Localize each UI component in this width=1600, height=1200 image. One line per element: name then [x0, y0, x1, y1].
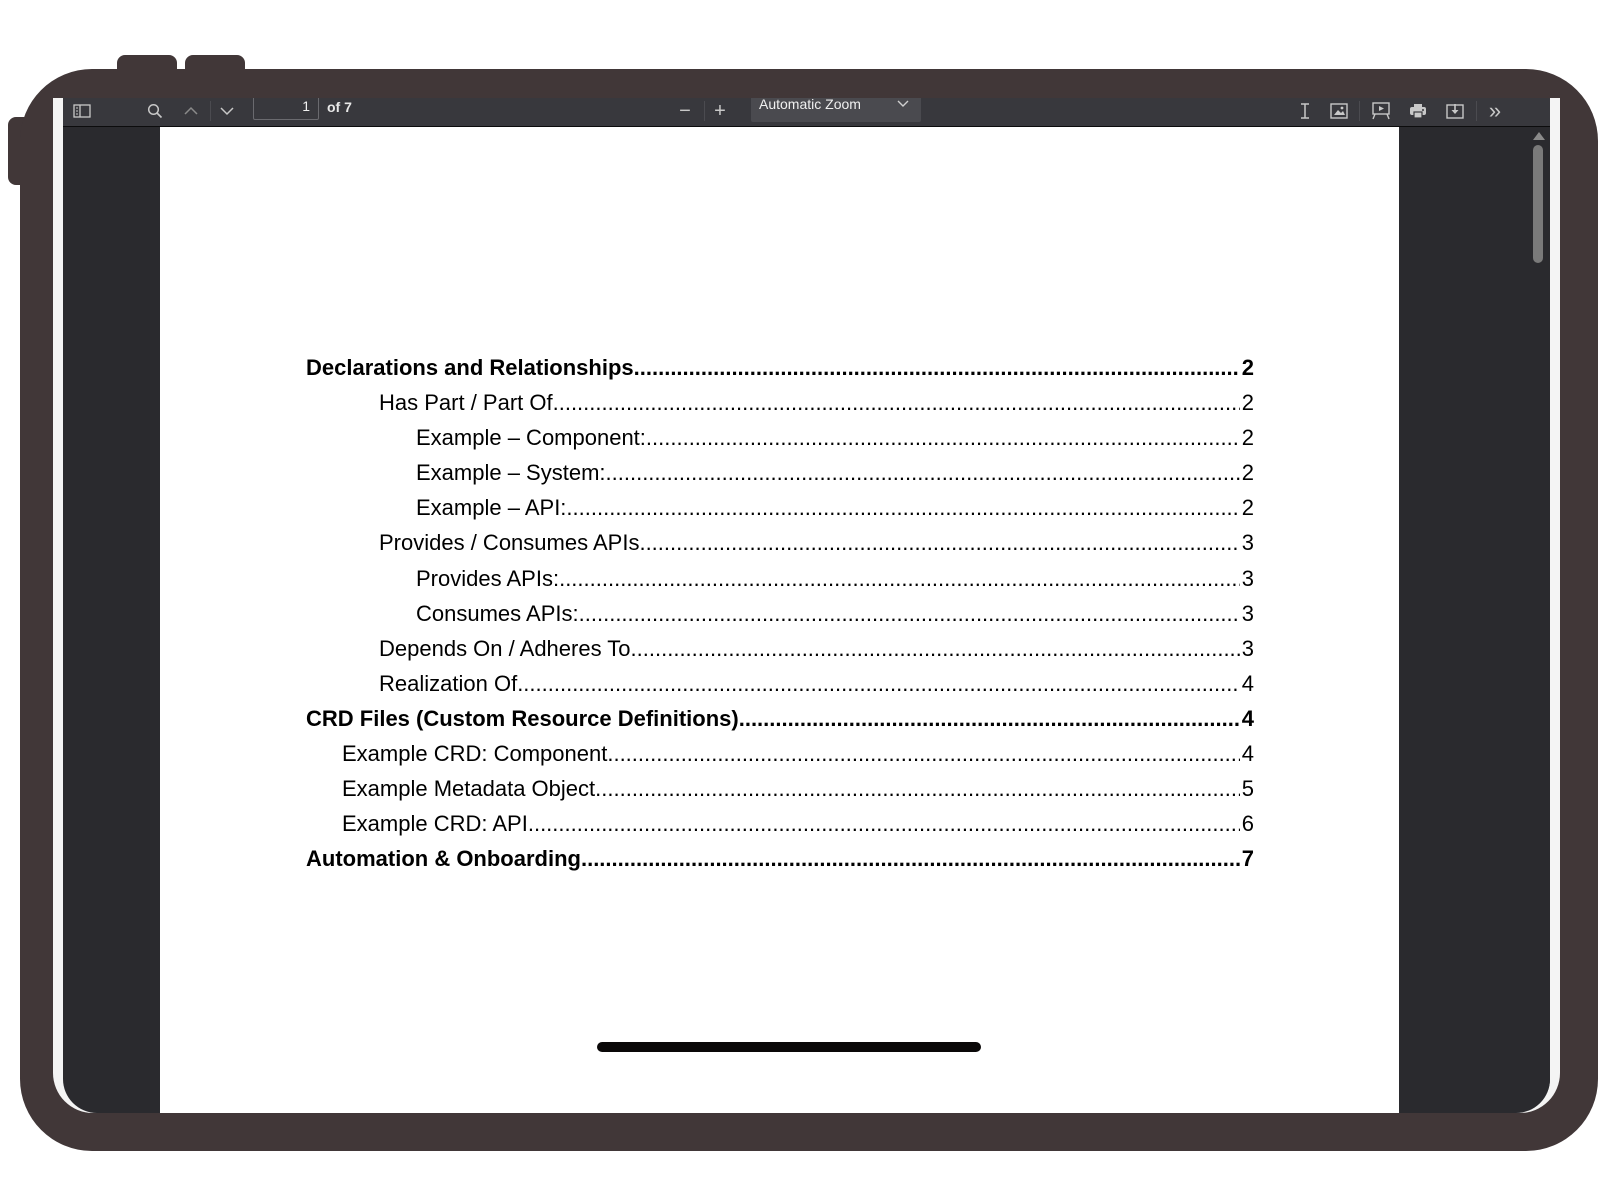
- page-count-label: of 7: [327, 99, 352, 115]
- toc-entry[interactable]: Has Part / Part Of ..... 2: [306, 390, 1254, 425]
- toc-entry[interactable]: Example CRD: Component ..... 4: [306, 741, 1254, 776]
- toc-entry[interactable]: Example CRD: API ..... 6: [306, 811, 1254, 846]
- toolbar-separator: [1359, 101, 1360, 121]
- zoom-in-button[interactable]: +: [714, 99, 726, 122]
- toolbar-separator: [1476, 101, 1477, 121]
- toc-entry[interactable]: Consumes APIs: ..... 3: [306, 601, 1254, 636]
- more-tools-icon[interactable]: »: [1488, 98, 1502, 123]
- toc-entry[interactable]: Automation & Onboarding ..... 7: [306, 846, 1254, 881]
- vertical-scrollbar[interactable]: [1528, 127, 1550, 1113]
- toc-leader: [631, 636, 1240, 662]
- home-indicator[interactable]: [597, 1042, 981, 1052]
- pdf-viewer: [63, 98, 1550, 1113]
- toc-leader: [517, 671, 1240, 697]
- sidebar-toggle-icon[interactable]: [71, 98, 93, 124]
- toolbar-separator: [210, 101, 211, 121]
- scroll-up-arrow-icon[interactable]: [1533, 132, 1545, 140]
- toc-leader: [595, 776, 1240, 802]
- zoom-out-button[interactable]: −: [679, 99, 691, 122]
- toc-entry[interactable]: Depends On / Adheres To ..... 3: [306, 636, 1254, 671]
- toc-leader: [634, 355, 1240, 381]
- print-icon[interactable]: [1406, 98, 1430, 124]
- toc-leader: [553, 390, 1240, 416]
- toc-leader: [646, 425, 1240, 451]
- zoom-level-select[interactable]: [751, 98, 921, 122]
- zoom-level-value: Automatic Zoom: [759, 98, 861, 112]
- tablet-screen: [53, 98, 1560, 1113]
- page-number-input[interactable]: 1: [253, 98, 319, 120]
- toc-entry[interactable]: Realization Of ..... 4: [306, 671, 1254, 706]
- toc-leader: [606, 460, 1240, 486]
- table-of-contents: [306, 355, 1254, 881]
- chevron-up-icon[interactable]: [179, 98, 203, 124]
- download-icon[interactable]: [1443, 98, 1467, 124]
- toc-leader: [607, 741, 1239, 767]
- toc-entry[interactable]: CRD Files (Custom Resource Definitions) ..... 4: [306, 706, 1254, 741]
- toolbar-separator: [704, 101, 705, 121]
- search-icon[interactable]: [143, 98, 167, 124]
- toc-leader: [739, 706, 1240, 732]
- presentation-icon[interactable]: [1369, 98, 1393, 124]
- image-icon[interactable]: [1327, 98, 1351, 124]
- toc-entry[interactable]: Example Metadata Object ..... 5: [306, 776, 1254, 811]
- toc-entry[interactable]: Provides APIs: ..... 3: [306, 566, 1254, 601]
- pdf-toolbar: [63, 98, 1550, 127]
- toc-leader: [581, 846, 1240, 872]
- chevron-down-icon: [897, 98, 909, 116]
- toc-leader: [566, 495, 1239, 521]
- toc-leader: [579, 601, 1240, 627]
- toc-leader: [528, 811, 1240, 837]
- toc-entry[interactable]: Provides / Consumes APIs ..... 3: [306, 530, 1254, 565]
- toc-leader: [559, 566, 1240, 592]
- toc-entry[interactable]: Example – Component: ..... 2: [306, 425, 1254, 460]
- chevron-down-icon[interactable]: [215, 98, 239, 124]
- pdf-page: [160, 127, 1399, 1113]
- text-cursor-icon[interactable]: [1293, 98, 1317, 124]
- scrollbar-thumb[interactable]: [1533, 145, 1543, 263]
- toc-entry[interactable]: Example – System: ..... 2: [306, 460, 1254, 495]
- toc-entry[interactable]: Example – API: ..... 2: [306, 495, 1254, 530]
- toc-leader: [639, 530, 1239, 556]
- toc-entry[interactable]: Declarations and Relationships ..... 2: [306, 355, 1254, 390]
